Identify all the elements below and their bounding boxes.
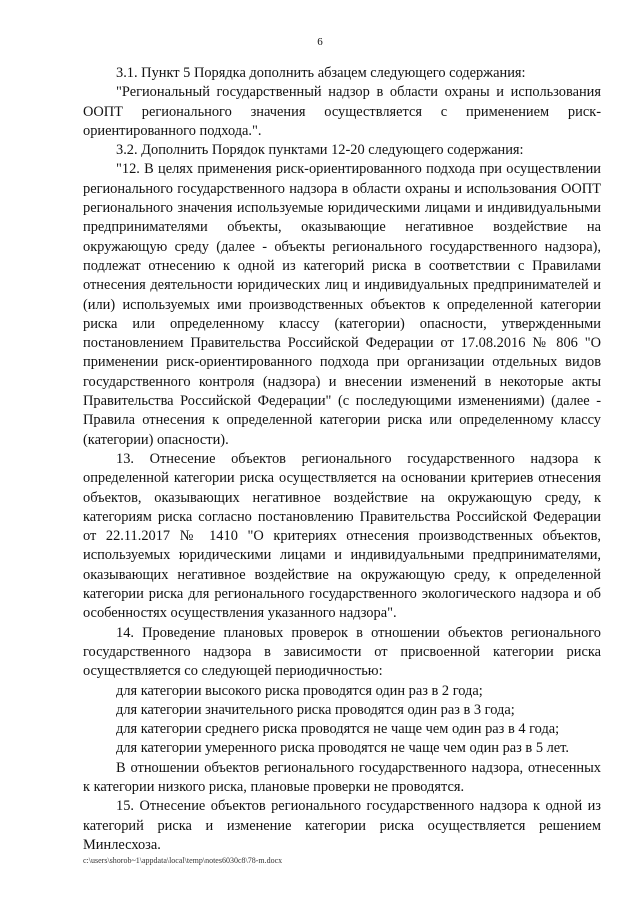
paragraph-14: 14. Проведение плановых проверок в отношении объектов регионального государственного надзора в зависимости от присвоенной категории риска осуществляется со следующей периодичностью:	[83, 624, 601, 680]
paragraph-3-1: 3.1. Пункт 5 Порядка дополнить абзацем следующего содержания:	[116, 65, 526, 81]
list-item-moderate-risk: для категории умеренного риска проводятся не чаще чем один раз в 5 лет.	[116, 740, 569, 757]
paragraph-quote-regional-supervision: "Региональный государственный надзор в области охраны и использования ООПТ регионального значения осуществляется с применением риск-ориентированного подхода.".	[83, 84, 601, 139]
page-number: 6	[317, 36, 323, 48]
list-item-high-risk: для категории высокого риска проводятся один раз в 2 года;	[116, 682, 483, 699]
paragraph-3-2: 3.2. Дополнить Порядок пунктами 12-20 следующего содержания:	[116, 142, 524, 159]
footer-file-path: c:\users\shorob~1\appdata\local\temp\notes6030c8\78-m.docx	[83, 856, 283, 865]
document-body	[83, 64, 601, 855]
paragraph-15: 15. Отнесение объектов регионального государственного надзора к одной из категорий риска и изменение категории риска осуществляется решением Минлесхоза.	[83, 798, 601, 853]
list-item-significant-risk: для категории значительного риска проводятся один раз в 3 года;	[116, 701, 515, 718]
paragraph-13: 13. Отнесение объектов регионального государственного надзора к определенной категории риска осуществляется на основании критериев отнесения объектов, оказывающих негативное воздействие на окружающую среду, к категориям риска согласно постановлению Правительства Российской Федерации от 22.11.2017 № 1410 "О критериях отнесения производственных объектов, используемых юридическими лицами и индивидуальными предпринимателями, оказывающих негативное воздействие на окружающую среду, к определенной категории риска для регионального государственного экологического надзора и об особенностях осуществления указанного надзора".	[83, 450, 601, 622]
paragraph-low-risk: В отношении объектов регионального государственного надзора, отнесенных к категории низкого риска, плановые проверки не проводятся.	[83, 759, 601, 795]
list-item-medium-risk: для категории среднего риска проводятся не чаще чем один раз в 4 года;	[116, 721, 560, 738]
paragraph-12: "12. В целях применения риск-ориентированного подхода при осуществлении регионального государственного надзора в области охраны и использования ООПТ регионального значения используемые юридическими лицами и индивидуальными предпринимателями объекты, оказывающие негативное воздействие на окружающую среду (далее - объекты регионального государственного надзора), подлежат отнесению к одной из категорий риска в соответствии с Правилами отнесения деятельности юридических лиц и индивидуальных предпринимателей и (или) используемых ими производственных объектов к определенной категории риска или определенному классу (категории) опасности, утвержденными постановлением Правительства Российской Федерации от 17.08.2016 № 806 "О применении риск-ориентированного подхода при организации отдельных видов государственного контроля (надзора) и внесении изменений в некоторые акты Правительства Российской Федерации" (с последующими изменениями) (далее - Правила отнесения к определенной категории риска или определенному классу (категории) опасности).	[83, 161, 601, 448]
